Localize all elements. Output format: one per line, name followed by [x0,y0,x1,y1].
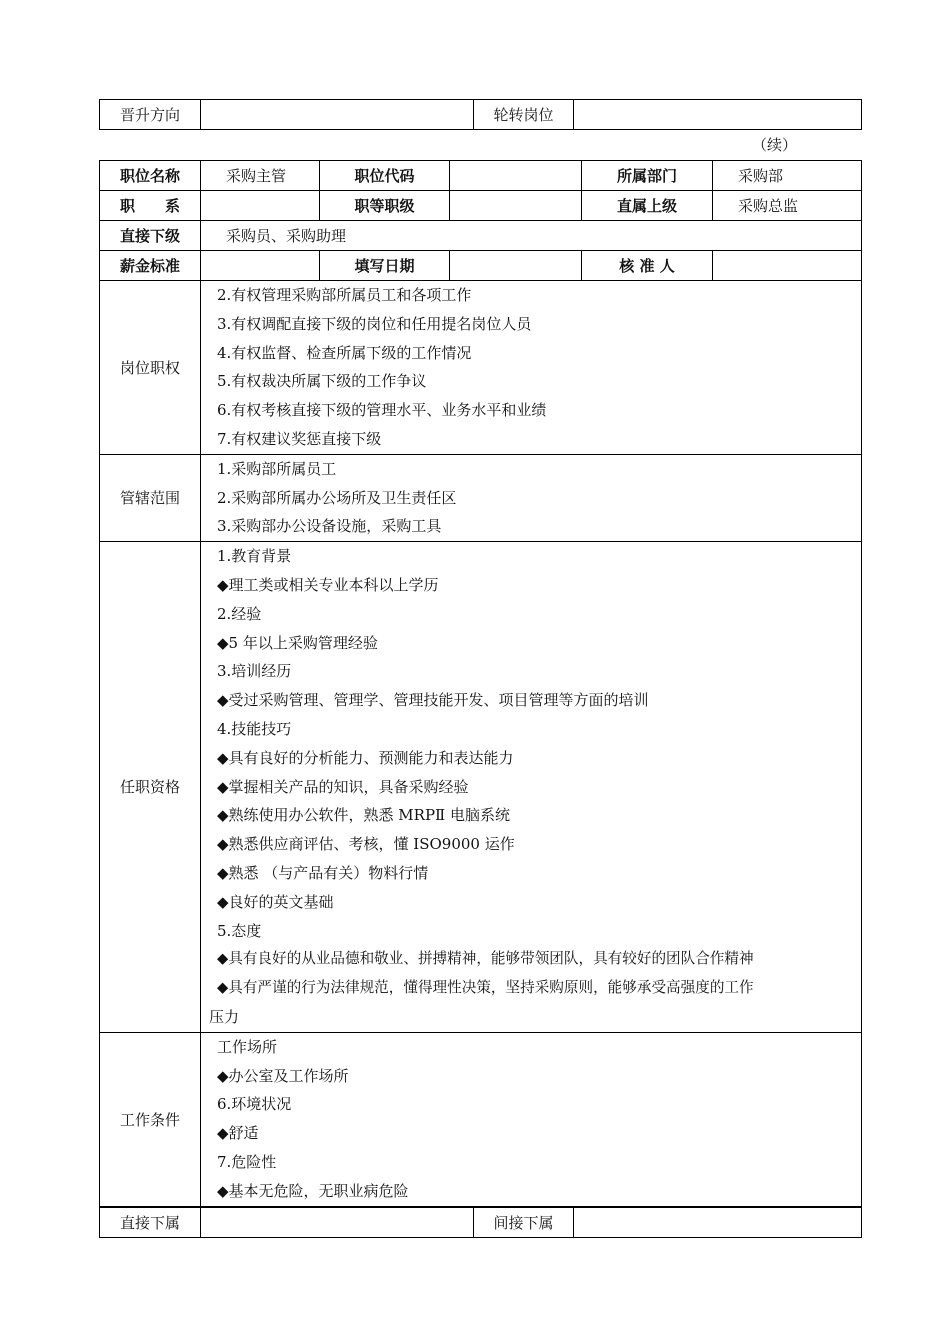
list-item: ◆良好的英文基础 [217,892,334,911]
qualifications-list [201,542,862,1033]
list-item: 2.采购部所属办公场所及卫生责任区 [217,488,457,507]
header-row-4 [100,251,862,281]
subordinate-label: 直接下级 [100,221,201,251]
list-item: 3.培训经历 [217,662,292,681]
subordinates-table [99,1207,862,1238]
fill-date-label: 填写日期 [320,251,450,281]
list-item: 2.有权管理采购部所属员工和各项工作 [217,286,472,304]
approver-value [713,251,862,281]
grade-label: 职等职级 [320,191,450,221]
conditions-row [100,1032,862,1206]
scope-list [201,454,862,541]
approver-label: 核 准 人 [582,251,713,281]
department-label: 所属部门 [582,161,713,191]
list-item: ◆掌握相关产品的知识，具备采购经验 [217,777,469,796]
list-item: 5.态度 [217,921,262,940]
list-item: ◆理工类或相关专业本科以上学历 [217,575,439,594]
list-item: 1.采购部所属员工 [217,459,337,478]
scope-row [100,454,862,541]
header-row-1 [100,161,862,191]
list-item: 工作场所 [217,1037,278,1056]
fill-date-value [450,251,582,281]
list-item: ◆基本无危险，无职业病危险 [217,1181,409,1200]
list-item: 7.危险性 [217,1152,277,1171]
list-item: 压力 [209,1007,240,1026]
position-name-value: 采购主管 [201,161,320,191]
conditions-list [201,1032,862,1206]
grade-value [450,191,582,221]
direct-subordinates-value [201,1208,474,1238]
qualifications-label: 任职资格 [100,542,201,1033]
list-item: 3.采购部办公设备设施，采购工具 [217,517,442,536]
authority-label: 岗位职权 [100,281,201,455]
list-item: ◆具有良好的分析能力、预测能力和表达能力 [217,748,514,767]
subordinates-row [100,1208,862,1238]
department-value: 采购部 [713,161,862,191]
series-value [201,191,320,221]
indirect-subordinates-label: 间接下属 [474,1208,574,1238]
continued-label: （续） [752,136,798,154]
promotion-row [100,100,862,130]
position-name-label: 职位名称 [100,161,201,191]
list-item: ◆办公室及工作场所 [217,1066,349,1085]
scope-label: 管辖范围 [100,454,201,541]
list-item: ◆具有严谨的行为法律规范，懂得理性决策，坚持采购原则，能够承受高强度的工作 [217,979,754,997]
job-description-table [99,160,862,1207]
qualifications-row [100,542,862,1033]
list-item: ◆熟悉供应商评估、考核，懂 ISO9000 运作 [217,835,515,854]
header-row-2 [100,191,862,221]
subordinate-value: 采购员、采购助理 [201,221,862,251]
list-item: 6.环境状况 [217,1095,292,1114]
superior-value: 采购总监 [713,191,862,221]
list-item: 6.有权考核直接下级的管理水平、业务水平和业绩 [217,401,547,420]
series-label: 职 系 [100,191,201,221]
list-item: 4.技能技巧 [217,719,292,738]
salary-label: 薪金标准 [100,251,201,281]
list-item: ◆熟悉 （与产品有关）物料行情 [217,863,429,882]
rotation-label: 轮转岗位 [474,100,574,130]
indirect-subordinates-value [574,1208,862,1238]
conditions-label: 工作条件 [100,1032,201,1206]
position-code-label: 职位代码 [320,161,450,191]
list-item: ◆舒适 [217,1124,259,1143]
list-item: ◆受过采购管理、管理学、管理技能开发、项目管理等方面的培训 [217,691,649,710]
list-item: 4.有权监督、检查所属下级的工作情况 [217,343,472,362]
superior-label: 直属上级 [582,191,713,221]
authority-row [100,281,862,455]
list-item: 2.经验 [217,604,262,623]
list-item: ◆5 年以上采购管理经验 [217,633,378,652]
direct-subordinates-label: 直接下属 [100,1208,201,1238]
list-item: 7.有权建议奖惩直接下级 [217,429,382,448]
rotation-value [574,100,862,130]
promotion-value [201,100,474,130]
promotion-label: 晋升方向 [100,100,201,130]
promotion-table [99,99,862,130]
salary-value [201,251,320,281]
position-code-value [450,161,582,191]
list-item: ◆具有良好的从业品德和敬业、拼搏精神，能够带领团队，具有较好的团队合作精神 [217,950,754,968]
list-item: 3.有权调配直接下级的岗位和任用提名岗位人员 [217,314,532,333]
list-item: ◆熟练使用办公软件，熟悉 MRPⅡ 电脑系统 [217,806,511,825]
list-item: 1.教育背景 [217,547,292,566]
header-row-3 [100,221,862,251]
authority-list [201,281,862,455]
list-item: 5.有权裁决所属下级的工作争议 [217,372,427,391]
